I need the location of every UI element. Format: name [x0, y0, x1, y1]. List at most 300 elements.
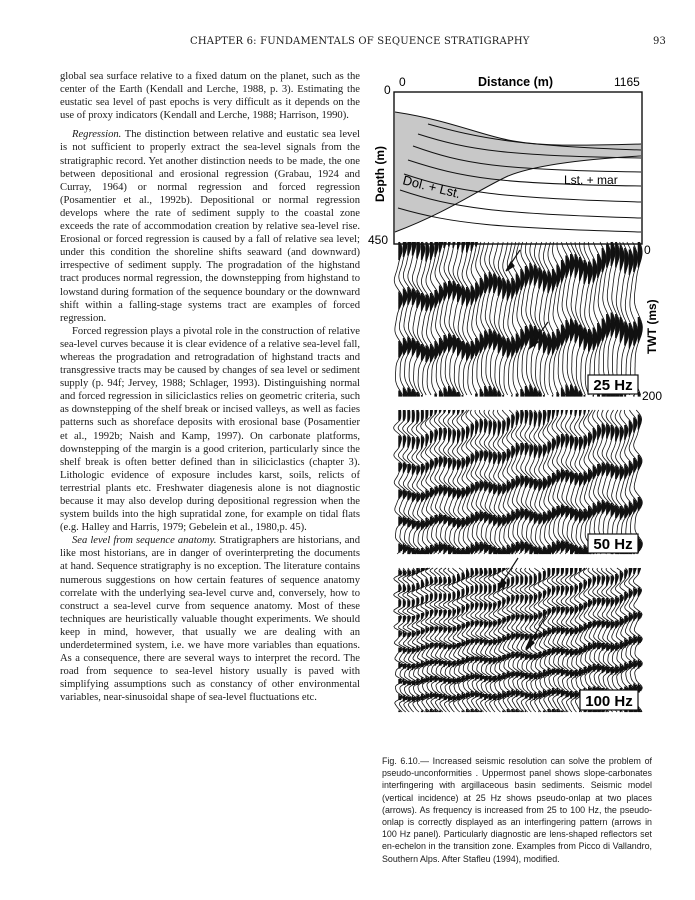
seismic-lobe [552, 415, 554, 417]
seismic-lobe [453, 579, 456, 581]
seismic-lobe [575, 260, 579, 262]
seismic-lobe [543, 344, 547, 346]
seismic-lobe [430, 630, 433, 632]
seismic-lobe [421, 615, 424, 617]
seismic-lobe [489, 694, 491, 696]
seismic-lobe [593, 275, 596, 277]
seismic-lobe [606, 502, 608, 504]
seismic-lobe [416, 257, 417, 259]
seismic-lobe [561, 343, 563, 345]
seismic-lobe [525, 269, 528, 271]
seismic-lobe [489, 422, 492, 424]
seismic-lobe [475, 347, 480, 349]
seismic-lobe [398, 521, 402, 523]
seismic-lobe [615, 337, 617, 339]
seismic-lobe [534, 548, 538, 550]
seismic-lobe [412, 618, 415, 620]
seismic-lobe [403, 338, 405, 340]
seismic-lobe [547, 284, 551, 286]
seismic-lobe [543, 278, 547, 280]
seismic-lobe [443, 343, 448, 345]
seismic-lobe [462, 711, 464, 713]
seismic-lobe [480, 391, 482, 393]
seismic-lobe [516, 419, 519, 421]
seismic-lobe [629, 502, 630, 504]
seismic-lobe [412, 242, 416, 244]
seismic-lobe [448, 433, 451, 435]
seismic-lobe [633, 335, 637, 337]
seismic-lobe [511, 600, 514, 602]
seismic-lobe [489, 425, 492, 427]
seismic-lobe [489, 571, 492, 573]
seismic-lobe [430, 597, 433, 599]
seismic-lobe [421, 254, 424, 256]
seismic-lobe [471, 709, 473, 711]
seismic-lobe [453, 494, 457, 496]
seismic-lobe [471, 433, 473, 435]
seismic-lobe [570, 331, 575, 333]
seismic-lobe [606, 505, 610, 507]
seismic-lobe [484, 430, 486, 432]
seismic-lobe [443, 648, 446, 650]
seismic-lobe [453, 696, 456, 698]
seismic-lobe [565, 478, 569, 480]
seismic-lobe [511, 296, 513, 298]
seismic-lobe [570, 322, 573, 324]
seismic-lobe [434, 244, 438, 246]
seismic-lobe [448, 666, 450, 668]
seismic-lobe [457, 694, 459, 696]
seismic-lobe [462, 642, 466, 644]
seismic-lobe [611, 425, 613, 427]
seismic-lobe [502, 292, 506, 294]
seismic-lobe [638, 424, 641, 426]
seismic-lobe [421, 548, 423, 550]
seismic-lobe [556, 508, 560, 510]
seismic-lobe [466, 676, 471, 678]
seismic-lobe [538, 341, 542, 343]
seismic-lobe [416, 470, 419, 472]
seismic-lobe [511, 515, 516, 517]
seismic-lobe [430, 296, 434, 298]
seismic-lobe [416, 600, 419, 602]
seismic-lobe [407, 553, 410, 555]
seismic-lobe [407, 618, 410, 620]
seismic-lobe [520, 542, 523, 544]
seismic-lobe [475, 568, 477, 570]
seismic-lobe [403, 574, 406, 576]
seismic-lobe [556, 410, 558, 412]
seismic-lobe [466, 344, 469, 346]
seismic-lobe [502, 352, 505, 354]
seismic-lobe [538, 481, 541, 483]
seismic-lobe [489, 433, 490, 435]
seismic-lobe [543, 289, 545, 291]
seismic-lobe [448, 649, 449, 651]
seismic-lobe [511, 448, 514, 450]
seismic-lobe [633, 418, 635, 420]
seismic-lobe [638, 244, 641, 246]
seismic-lobe [584, 445, 587, 447]
seismic-lobe [565, 329, 570, 331]
seismic-lobe [403, 491, 407, 493]
seismic-lobe [489, 681, 492, 683]
seismic-lobe [588, 445, 589, 447]
seismic-lobe [534, 266, 536, 268]
seismic-lobe [443, 697, 448, 699]
seismic-lobe [412, 651, 416, 653]
seismic-lobe [489, 610, 490, 612]
seismic-lobe [480, 548, 484, 550]
seismic-lobe [507, 356, 509, 358]
running-header: CHAPTER 6: FUNDAMENTALS OF SEQUENCE STRATIGRAPHY [190, 36, 530, 47]
seismic-lobe [480, 427, 483, 429]
seismic-lobe [629, 431, 632, 433]
seismic-lobe [484, 284, 488, 286]
seismic-lobe [466, 642, 470, 644]
seismic-lobe [484, 347, 486, 349]
seismic-lobe [471, 296, 475, 298]
seismic-lobe [475, 298, 478, 300]
seismic-lobe [412, 341, 415, 343]
seismic-lobe [597, 260, 601, 262]
seismic-lobe [462, 304, 464, 306]
seismic-lobe [615, 244, 617, 246]
seismic-lobe [443, 292, 447, 294]
seismic-lobe [425, 524, 429, 526]
seismic-lobe [457, 591, 459, 593]
seismic-lobe [398, 353, 402, 355]
seismic-lobe [489, 286, 493, 288]
seismic-lobe [430, 679, 434, 681]
seismic-lobe [443, 395, 448, 397]
seismic-lobe [615, 433, 619, 435]
seismic-lobe [565, 260, 569, 262]
seismic-lobe [407, 440, 410, 442]
seismic-lobe [453, 440, 455, 442]
seismic-lobe [475, 427, 478, 429]
seismic-lobe [520, 481, 524, 483]
seismic-lobe [425, 520, 428, 522]
seismic-lobe [552, 274, 556, 276]
seismic-lobe [624, 340, 627, 342]
seismic-lobe [430, 612, 433, 614]
seismic-lobe [407, 493, 411, 495]
seismic-lobe [516, 341, 521, 343]
seismic-lobe [498, 660, 502, 662]
seismic-lobe [511, 446, 513, 448]
seismic-lobe [620, 514, 624, 516]
seismic-lobe [552, 473, 554, 475]
seismic-lobe [511, 281, 514, 283]
seismic-lobe [597, 262, 601, 264]
seismic-lobe [502, 425, 505, 427]
seismic-lobe [547, 485, 549, 487]
seismic-lobe [398, 349, 403, 351]
seismic-lobe [403, 634, 407, 636]
seismic-lobe [565, 439, 569, 441]
seismic-lobe [588, 433, 590, 435]
seismic-lobe [439, 583, 441, 585]
seismic-lobe [484, 660, 489, 662]
seismic-lobe [448, 290, 452, 292]
seismic-lobe [507, 349, 512, 351]
seismic-lobe [606, 503, 609, 505]
seismic-lobe [457, 433, 460, 435]
seismic-lobe [547, 451, 549, 453]
seismic-lobe [412, 442, 415, 444]
seismic-lobe [579, 343, 582, 345]
seismic-lobe [443, 694, 445, 696]
seismic-lobe [412, 681, 416, 683]
seismic-lobe [534, 514, 537, 516]
seismic-lobe [425, 679, 430, 681]
seismic-lobe [462, 433, 465, 435]
seismic-lobe [561, 469, 562, 471]
seismic-lobe [448, 631, 450, 633]
seismic-lobe [565, 548, 569, 550]
seismic-lobe [588, 335, 592, 337]
seismic-lobe [620, 334, 624, 336]
seismic-lobe [398, 681, 403, 683]
seismic-lobe [511, 579, 514, 581]
seismic-lobe [556, 275, 560, 277]
seismic-lobe [520, 508, 521, 510]
seismic-lobe [556, 514, 560, 516]
seismic-lobe [606, 254, 610, 256]
seismic-lobe [407, 669, 409, 671]
seismic-lobe [498, 350, 500, 352]
seismic-lobe [466, 594, 468, 596]
seismic-lobe [489, 585, 491, 587]
seismic-lobe [493, 340, 498, 342]
seismic-lobe [534, 389, 537, 391]
seismic-lobe [638, 325, 642, 327]
seismic-lobe [475, 574, 477, 576]
seismic-lobe [443, 699, 446, 701]
seismic-lobe [547, 338, 551, 340]
seismic-lobe [502, 600, 505, 602]
seismic-lobe [611, 247, 615, 249]
seismic-lobe [498, 431, 500, 433]
seismic-lobe [403, 633, 407, 635]
seismic-lobe [624, 436, 626, 438]
seismic-lobe [448, 663, 453, 665]
seismic-lobe [484, 488, 487, 490]
seismic-lobe [570, 410, 572, 412]
seismic-lobe [407, 633, 410, 635]
seismic-lobe [398, 600, 400, 602]
seismic-lobe [471, 484, 473, 486]
seismic-lobe [579, 518, 583, 520]
seismic-lobe [407, 350, 410, 352]
seismic-lobe [475, 341, 478, 343]
seismic-lobe [588, 481, 590, 483]
seismic-lobe [466, 643, 469, 645]
seismic-lobe [602, 427, 605, 429]
seismic-lobe [570, 262, 574, 264]
seismic-lobe [638, 469, 639, 471]
seismic-lobe [466, 520, 471, 522]
seismic-lobe [620, 472, 624, 474]
seismic-lobe [575, 392, 579, 394]
seismic-lobe [475, 346, 480, 348]
seismic-lobe [412, 697, 416, 699]
seismic-lobe [484, 607, 487, 609]
seismic-lobe [448, 461, 452, 463]
seismic-lobe [606, 469, 610, 471]
seismic-lobe [475, 624, 478, 626]
seismic-lobe [525, 338, 529, 340]
seismic-lobe [480, 295, 482, 297]
seismic-lobe [439, 247, 442, 249]
seismic-lobe [507, 672, 509, 674]
seismic-lobe [602, 266, 605, 268]
seismic-lobe [593, 340, 598, 342]
seismic-lobe [480, 657, 483, 659]
seismic-lobe [520, 509, 523, 511]
seismic-lobe [547, 287, 550, 289]
seismic-lobe [525, 341, 528, 343]
seismic-lobe [443, 663, 448, 665]
seismic-lobe [434, 461, 438, 463]
seismic-lobe [443, 349, 446, 351]
seismic-lobe [575, 547, 578, 549]
seismic-lobe [475, 679, 476, 681]
seismic-lobe [493, 431, 495, 433]
seismic-lobe [534, 449, 538, 451]
seismic-lobe [466, 245, 469, 247]
seismic-lobe [602, 469, 606, 471]
seismic-lobe [633, 262, 637, 264]
seismic-lobe [575, 341, 577, 343]
seismic-lobe [475, 286, 478, 288]
seismic-lobe [593, 277, 596, 279]
seismic-lobe [457, 299, 459, 301]
seismic-lobe [529, 332, 534, 334]
seismic-lobe [502, 347, 507, 349]
seismic-lobe [502, 431, 504, 433]
seismic-lobe [511, 395, 512, 397]
seismic-lobe [575, 323, 578, 325]
seismic-lobe [579, 328, 582, 330]
seismic-lobe [430, 711, 434, 713]
seismic-lobe [407, 302, 409, 304]
seismic-lobe [561, 263, 564, 265]
seismic-lobe [493, 658, 497, 660]
seismic-lobe [439, 678, 443, 680]
seismic-lobe [638, 262, 641, 264]
seismic-lobe [579, 448, 581, 450]
seismic-lobe [475, 349, 479, 351]
seismic-lobe [489, 624, 493, 626]
seismic-lobe [471, 678, 475, 680]
seismic-lobe [434, 627, 437, 629]
seismic-lobe [407, 344, 412, 346]
seismic-lobe [570, 329, 575, 331]
seismic-lobe [516, 454, 518, 456]
seismic-lobe [602, 437, 603, 439]
seismic-lobe [556, 436, 558, 438]
seismic-lobe [498, 526, 499, 528]
seismic-lobe [484, 394, 489, 396]
seismic-lobe [588, 331, 591, 333]
seismic-lobe [416, 473, 418, 475]
seismic-lobe [471, 461, 474, 463]
seismic-lobe [480, 622, 484, 624]
seismic-lobe [570, 439, 574, 441]
seismic-lobe [448, 286, 452, 288]
seismic-lobe [547, 353, 549, 355]
seismic-lobe [398, 463, 401, 465]
seismic-lobe [611, 503, 613, 505]
seismic-lobe [538, 391, 540, 393]
seismic-lobe [593, 478, 595, 480]
seismic-lobe [507, 658, 509, 660]
seismic-lobe [448, 346, 452, 348]
seismic-lobe [425, 358, 429, 360]
seismic-lobe [398, 437, 401, 439]
geologic-model [368, 75, 642, 247]
seismic-lobe [570, 551, 574, 553]
seismic-lobe [597, 329, 601, 331]
seismic-lobe [471, 625, 473, 627]
seismic-lobe [457, 247, 459, 249]
seismic-lobe [466, 427, 468, 429]
seismic-lobe [480, 658, 484, 660]
seismic-lobe [448, 545, 450, 547]
seismic-lobe [624, 265, 628, 267]
seismic-lobe [475, 588, 478, 590]
seismic-lobe [534, 328, 537, 330]
seismic-lobe [511, 278, 513, 280]
seismic-lobe [611, 265, 613, 267]
seismic-lobe [480, 696, 484, 698]
seismic-lobe [475, 585, 477, 587]
seismic-lobe [398, 344, 401, 346]
seismic-lobe [462, 625, 466, 627]
seismic-lobe [615, 329, 619, 331]
seismic-lobe [475, 678, 479, 680]
seismic-lobe [516, 616, 520, 618]
seismic-lobe [570, 412, 572, 414]
seismic-lobe [556, 277, 560, 279]
seismic-lobe [407, 290, 410, 292]
seismic-lobe [525, 544, 528, 546]
seismic-lobe [570, 254, 572, 256]
seismic-lobe [448, 437, 450, 439]
seismic-lobe [475, 292, 479, 294]
seismic-lobe [565, 259, 568, 261]
seismic-lobe [588, 511, 592, 513]
seismic-lobe [493, 520, 498, 522]
seismic-lobe [484, 604, 487, 606]
seismic-lobe [412, 472, 415, 474]
seismic-lobe [425, 494, 429, 496]
seismic-lobe [434, 251, 437, 253]
seismic-lobe [443, 346, 447, 348]
seismic-lobe [489, 452, 492, 454]
seismic-lobe [547, 275, 551, 277]
seismic-lobe [471, 694, 476, 696]
seismic-lobe [579, 439, 582, 441]
seismic-lobe [425, 307, 428, 309]
seismic-lobe [502, 491, 505, 493]
seismic-lobe [538, 346, 541, 348]
seismic-lobe [471, 425, 474, 427]
seismic-lobe [588, 473, 592, 475]
seismic-lobe [565, 446, 566, 448]
